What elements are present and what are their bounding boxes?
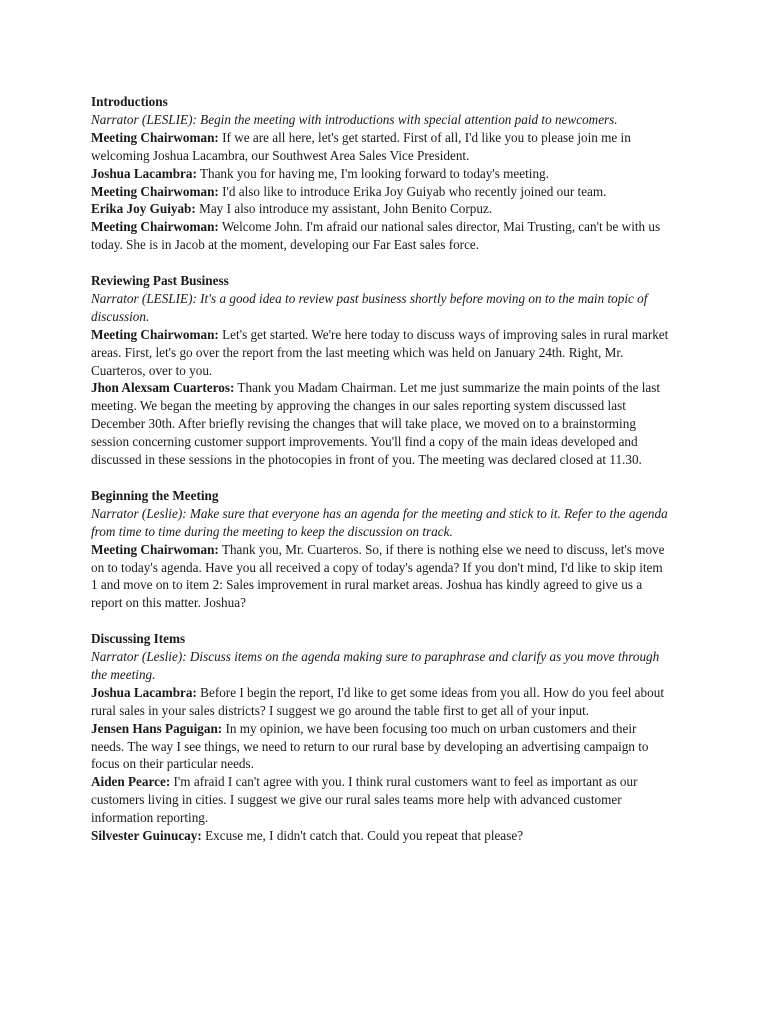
section-heading: Reviewing Past Business bbox=[91, 273, 229, 289]
document-page bbox=[91, 93, 671, 863]
speaker-name: Meeting Chairwoman: bbox=[91, 219, 219, 235]
dialogue-line bbox=[91, 379, 671, 469]
dialogue-text: Before I begin the report, I'd like to get some ideas from you all. How do you feel about rural sales in your sales districts? I suggest we go around the table first to get all of your input. bbox=[91, 684, 664, 718]
dialogue-text: Thank you, Mr. Cuarteros. So, if there is nothing else we need to discuss, let's move on to today's agenda. Have you all received a copy of today's agenda? If you don't mind, I'd like to skip item 1 and move on to item 2: Sales improvement in rural market areas. Joshua has kindly agreed to give us a report on this matter. Joshua? bbox=[91, 541, 665, 611]
dialogue-text: Let's get started. We're here today to discuss ways of improving sales in rural market areas. First, let's go over the report from the last meeting which was held on January 24th. Right, Mr. Cuarteros, over to you. bbox=[91, 326, 669, 378]
dialogue-line bbox=[91, 827, 671, 845]
dialogue-line bbox=[91, 218, 671, 254]
dialogue-text: Thank you Madam Chairman. Let me just summarize the main points of the last meeting. We began the meeting by approving the changes in our sales reporting system discussed last December 30th. After briefly revising the changes that will take place, we moved on to a brainstorming session concerning customer support improvements. You'll find a copy of the main ideas developed and discussed in these sessions in the photocopies in front of you. The meeting was declared closed at 11.30. bbox=[91, 380, 661, 468]
narrator-note: Narrator (LESLIE): It's a good idea to review past business shortly before moving on to the main topic of discussion. bbox=[91, 290, 648, 324]
speaker-name: Erika Joy Guiyab: bbox=[91, 201, 196, 217]
section-introductions bbox=[91, 93, 671, 254]
dialogue-line bbox=[91, 684, 671, 720]
section-heading: Discussing Items bbox=[91, 631, 186, 647]
section-heading: Beginning the Meeting bbox=[91, 487, 219, 503]
dialogue-line bbox=[91, 773, 671, 827]
section-heading: Introductions bbox=[91, 94, 168, 109]
dialogue-line bbox=[91, 129, 671, 165]
dialogue-text: Thank you for having me, I'm looking forward to today's meeting. bbox=[196, 165, 549, 181]
dialogue-line bbox=[91, 541, 671, 613]
dialogue-text: I'm afraid I can't agree with you. I think rural customers want to feel as important as our customers living in cities. I suggest we give our rural sales teams more help with advanced customer information reporting. bbox=[91, 774, 638, 826]
speaker-name: Aiden Pearce: bbox=[91, 774, 171, 790]
speaker-name: Meeting Chairwoman: bbox=[91, 541, 219, 557]
dialogue-line bbox=[91, 720, 671, 774]
speaker-name: Joshua Lacambra: bbox=[91, 165, 197, 181]
dialogue-text: Excuse me, I didn't catch that. Could you repeat that please? bbox=[201, 828, 524, 844]
narrator-note: Narrator (Leslie): Make sure that everyone has an agenda for the meeting and stick to it. Refer to the agenda from time to time during the meeting to keep the discussion on track. bbox=[91, 505, 668, 539]
dialogue-text: In my opinion, we have been focusing too much on urban customers and their needs. The way I see things, we need to return to our rural base by developing an advertising campaign to focus on their particular needs. bbox=[91, 720, 649, 772]
narrator-note: Narrator (Leslie): Discuss items on the agenda making sure to paraphrase and clarify as you move through the meeting. bbox=[91, 649, 660, 682]
dialogue-line bbox=[91, 326, 671, 380]
speaker-name: Joshua Lacambra: bbox=[91, 684, 197, 700]
speaker-name: Meeting Chairwoman: bbox=[91, 183, 219, 199]
section-beginning-the-meeting bbox=[91, 487, 671, 612]
dialogue-text: Welcome John. I'm afraid our national sales director, Mai Trusting, can't be with us today. She is in Jacob at the moment, developing our Far East sales force. bbox=[91, 219, 661, 253]
dialogue-text: May I also introduce my assistant, John Benito Corpuz. bbox=[195, 201, 493, 217]
section-reviewing-past-business bbox=[91, 272, 671, 469]
section-discussing-items bbox=[91, 630, 671, 845]
speaker-name: Jensen Hans Paguigan: bbox=[91, 720, 223, 736]
dialogue-line bbox=[91, 200, 671, 218]
dialogue-line bbox=[91, 165, 671, 183]
narrator-note: Narrator (LESLIE): Begin the meeting with introductions with special attention paid to newcomers. bbox=[91, 111, 618, 127]
speaker-name: Silvester Guinucay: bbox=[91, 828, 202, 844]
speaker-name: Jhon Alexsam Cuarteros: bbox=[91, 380, 235, 396]
dialogue-text: I'd also like to introduce Erika Joy Guiyab who recently joined our team. bbox=[218, 183, 607, 199]
speaker-name: Meeting Chairwoman: bbox=[91, 326, 219, 342]
dialogue-line bbox=[91, 183, 671, 201]
dialogue-text: If we are all here, let's get started. First of all, I'd like you to please join me in welcoming Joshua Lacambra, our Southwest Area Sales Vice President. bbox=[91, 129, 631, 163]
speaker-name: Meeting Chairwoman: bbox=[91, 129, 219, 145]
